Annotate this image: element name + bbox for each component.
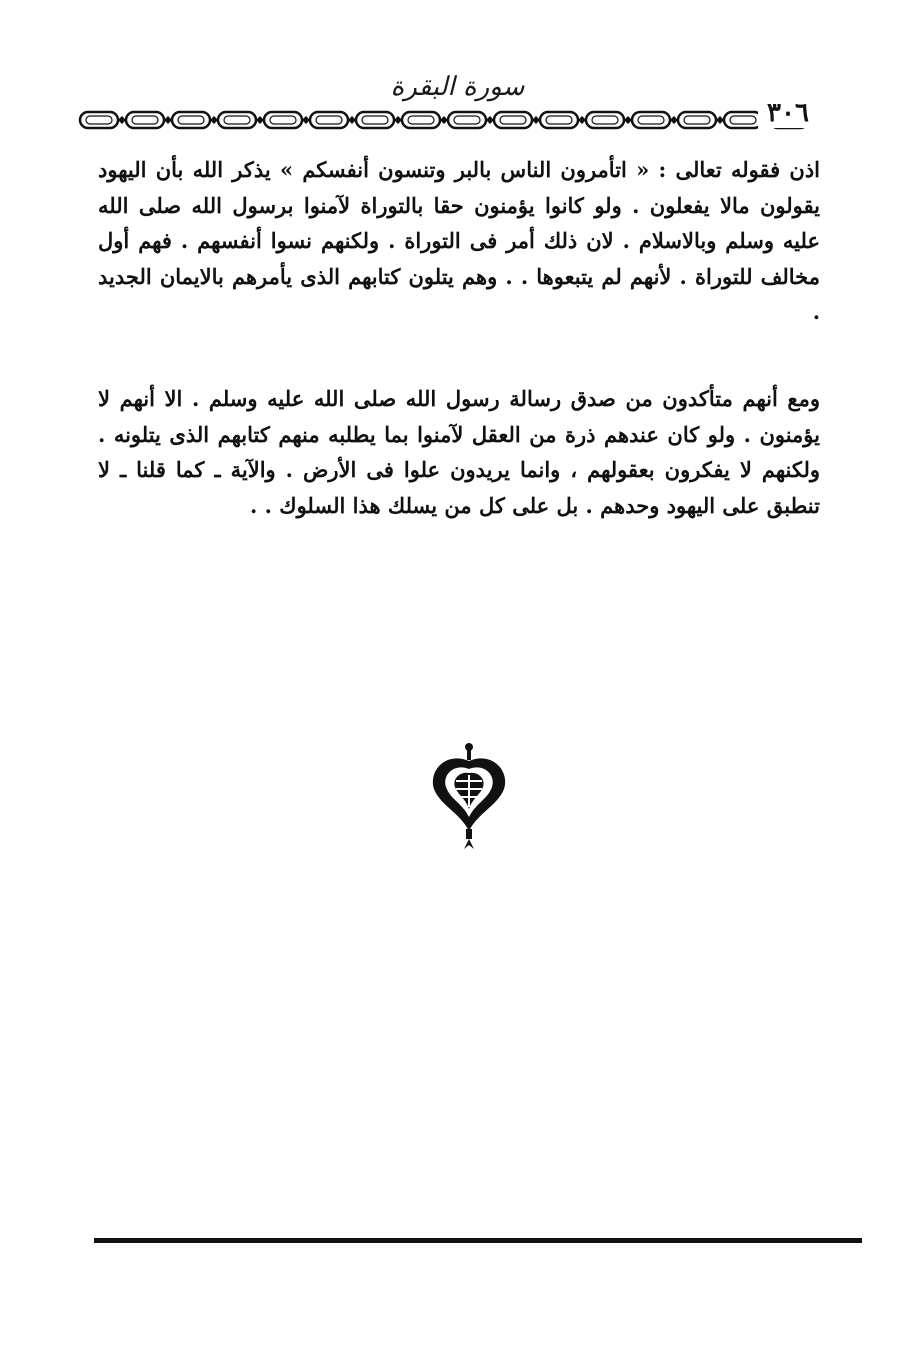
floral-ornament-icon xyxy=(426,741,512,853)
surah-title: سورة البقرة xyxy=(390,72,525,102)
body-paragraph-1: اذن فقوله تعالى : « اتأمرون الناس بالبر وتنسون أنفسكم » يذكر الله بأن اليهود يقولون مالا يفعلون . ولو كانوا يؤمنون حقا بالتوراة لآمنوا برسول الله صلى الله عليه وسلم وبالاسلام . لان ذلك أمر فى التوراة . ولكنهم نسوا أنفسهم . فهم أول مخالف للتوراة . لأنهم لم يتبعوها . . وهم يتلون كتابهم الذى يأمرهم بالايمان الجديد . xyxy=(98,157,820,324)
body-paragraph-2: ومع أنهم متأكدون من صدق رسالة رسول الله صلى الله عليه وسلم . الا أنهم لا يؤمنون . ولو كان عندهم ذرة من العقل لآمنوا بما يطلبه منهم كتابهم الذى يتلونه . ولكنهم لا يفكرون بعقولهم ، وانما يريدون علوا فى الأرض . والآية ـ كما قلنا ـ لا تنطبق على اليهود وحدهم . بل على كل من يسلك هذا السلوك . . xyxy=(98,386,820,518)
decorative-chain-border xyxy=(78,106,844,134)
page-number: ٣٠٦ xyxy=(758,98,818,128)
bottom-rule xyxy=(94,1238,862,1243)
